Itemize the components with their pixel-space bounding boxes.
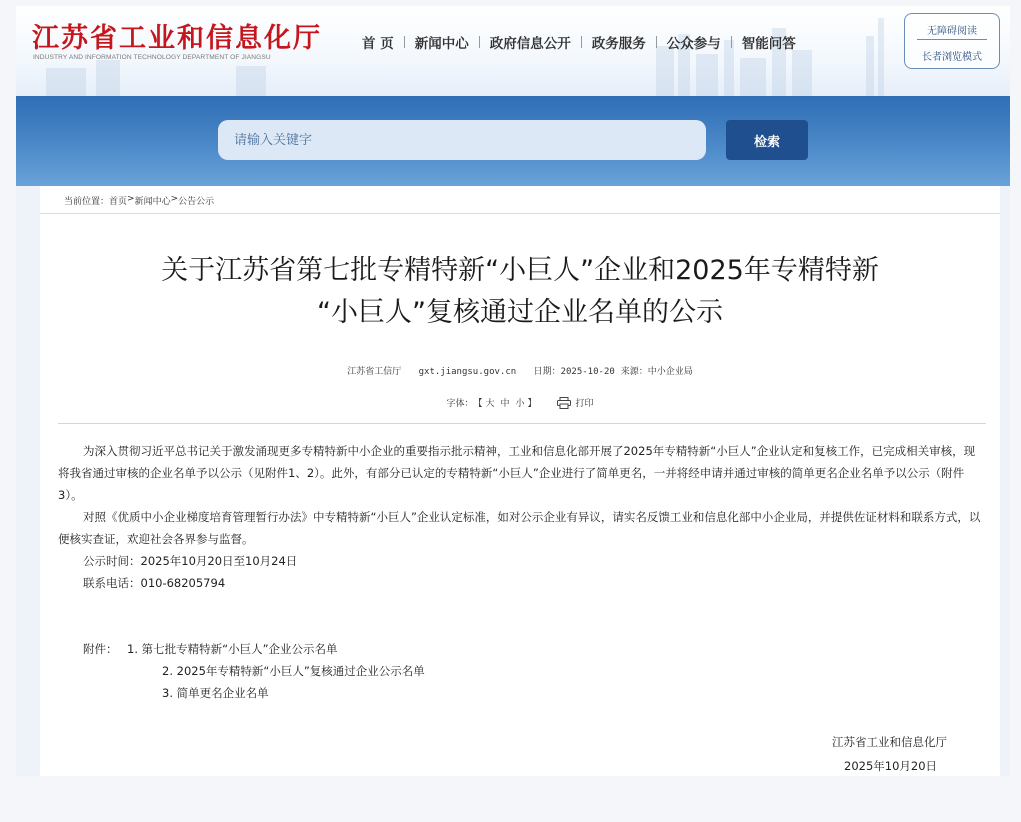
attachments — [58, 638, 425, 704]
breadcrumb-announcements[interactable]: 公告公示 — [178, 197, 215, 207]
breadcrumb-home[interactable]: 首页 — [109, 197, 128, 207]
article-panel — [40, 186, 1000, 776]
print-button[interactable] — [557, 396, 594, 409]
nav-divider — [404, 36, 405, 48]
print-label: 打印 — [575, 399, 594, 409]
nav-divider — [656, 36, 657, 48]
site-logo-subtitle: INDUSTRY AND INFORMATION TECHNOLOGY DEPARTMENT OF JIANGSU — [33, 54, 271, 61]
font-size-small[interactable]: 小 — [515, 399, 525, 409]
barrier-free-link[interactable]: 无障碍阅读 — [927, 26, 977, 37]
contact-phone: 联系电话：010-68205794 — [83, 576, 226, 590]
attachment-link-3[interactable]: 3. 简单更名企业名单 — [162, 686, 269, 700]
breadcrumb-separator: > — [170, 194, 179, 204]
font-size-label: 字体： — [446, 399, 474, 409]
search-input[interactable] — [218, 120, 706, 160]
article-body — [58, 440, 986, 594]
article-title — [40, 250, 1000, 334]
article-tools — [40, 396, 1000, 409]
nav-news-center[interactable]: 新闻中心 — [414, 36, 469, 52]
breadcrumb-separator: > — [127, 194, 135, 204]
meta-date: 日期：2025-10-20 — [533, 367, 615, 377]
font-size-medium[interactable]: 中 — [500, 399, 510, 409]
site-header — [16, 6, 1010, 96]
meta-source-org: 江苏省工信厅 — [347, 367, 402, 377]
article-title-line: “小巨人”复核通过企业名单的公示 — [317, 297, 723, 328]
site-logo-title[interactable]: 江苏省工业和信息化厅 — [32, 23, 322, 54]
article-meta — [40, 364, 1000, 377]
attachments-label: 附件： — [83, 642, 118, 656]
signature — [830, 730, 990, 776]
bracket-open: 【 — [473, 399, 483, 409]
meta-origin: 来源：中小企业局 — [620, 367, 693, 377]
content-divider — [58, 423, 986, 424]
accessibility-box — [904, 13, 1000, 69]
nav-divider — [731, 36, 732, 48]
signature-org: 江苏省工业和信息化厅 — [832, 735, 947, 749]
meta-site: gxt.jiangsu.gov.cn — [418, 367, 517, 377]
attachment-link-1[interactable]: 1. 第七批专精特新“小巨人”企业公示名单 — [127, 642, 338, 656]
article-paragraph: 为深入贯彻习近平总书记关于激发涌现更多专精特新中小企业的重要指示批示精神，工业和信息化部开展了2025年专精特新“小巨人”企业认定和复核工作，已完成相关审核，现将我省通过审核的企业名单予以公示（见附件1、2）。此外，有部分已认定的专精特新“小巨人”企业进行了简单更名，一并将经申请并通过审核的简单更名企业名单予以公示（附件3）。 — [58, 444, 976, 502]
nav-divider — [581, 36, 582, 48]
nav-gov-services[interactable]: 政务服务 — [591, 36, 646, 52]
breadcrumb-label: 当前位置： — [64, 197, 110, 207]
breadcrumb-divider — [40, 213, 1000, 214]
nav-smart-qa[interactable]: 智能问答 — [741, 36, 796, 52]
font-size-large[interactable]: 大 — [485, 399, 495, 409]
article-title-line: 关于江苏省第七批专精特新“小巨人”企业和2025年专精特新 — [161, 255, 879, 286]
nav-home[interactable]: 首 页 — [362, 36, 394, 52]
search-button[interactable]: 检索 — [726, 120, 808, 160]
nav-gov-info[interactable]: 政府信息公开 — [489, 36, 571, 52]
page-frame — [16, 6, 1010, 776]
search-band — [16, 96, 1010, 186]
publicity-time: 公示时间：2025年10月20日至10月24日 — [83, 554, 298, 568]
nav-public-participation[interactable]: 公众参与 — [666, 36, 721, 52]
article-paragraph: 对照《优质中小企业梯度培育管理暂行办法》中专精特新“小巨人”企业认定标准，如对公示企业有异议，请实名反馈工业和信息化部中小企业局，并提供佐证材料和联系方式，以便核实查证，欢迎社会各界参与监督。 — [58, 510, 981, 546]
attachment-link-2[interactable]: 2. 2025年专精特新“小巨人”复核通过企业公示名单 — [162, 664, 425, 678]
printer-icon — [557, 397, 571, 409]
nav-divider — [479, 36, 480, 48]
main-nav — [362, 32, 796, 52]
bracket-close: 】 — [527, 399, 537, 409]
breadcrumb — [64, 194, 214, 207]
elder-mode-link[interactable]: 长者浏览模式 — [922, 52, 982, 63]
signature-date: 2025年10月20日 — [844, 759, 938, 773]
breadcrumb-news-center[interactable]: 新闻中心 — [134, 197, 171, 207]
accessibility-divider — [917, 39, 987, 40]
